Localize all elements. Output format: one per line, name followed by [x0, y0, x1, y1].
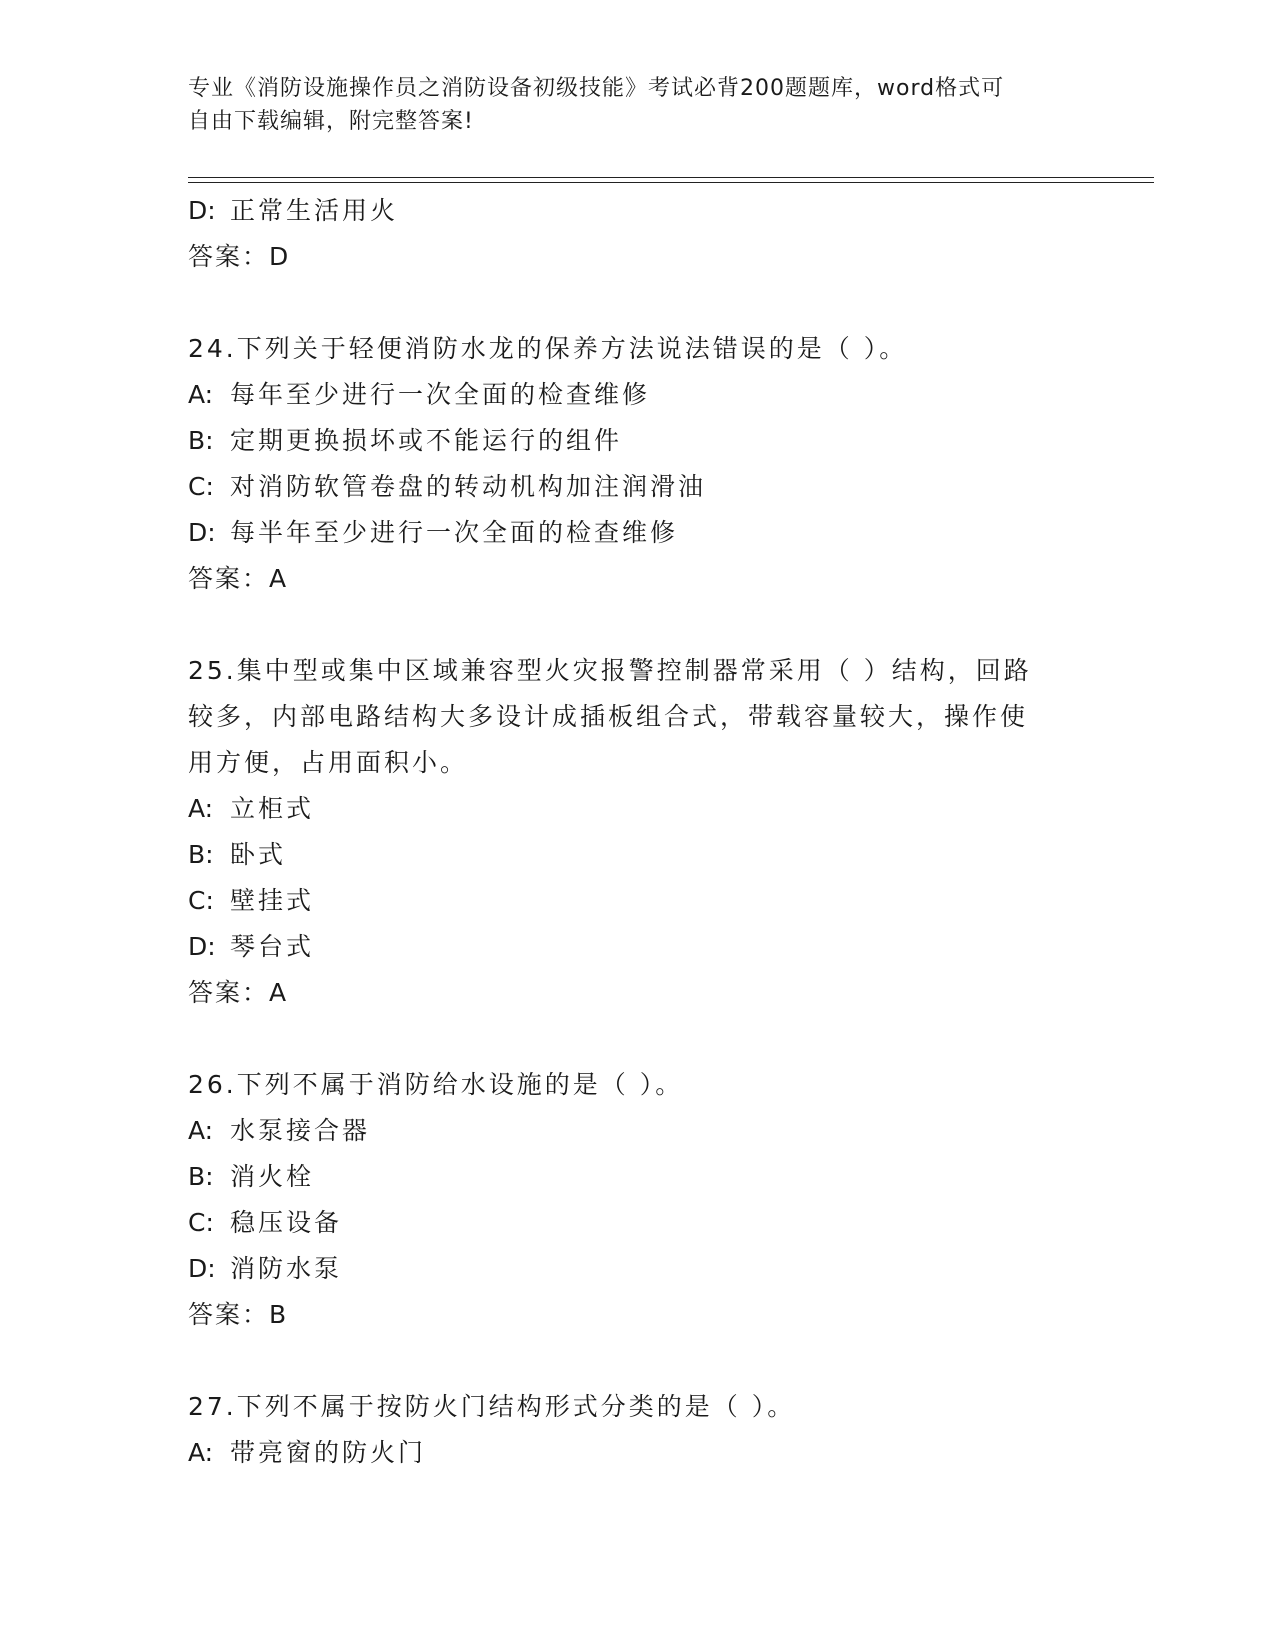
- option-letter: C:: [188, 886, 214, 915]
- answer-line: 答案：B: [188, 1300, 289, 1329]
- option-text: 水泵接合器: [230, 1116, 371, 1145]
- option-letter: B:: [188, 1162, 214, 1191]
- option-text: 立柜式: [230, 794, 315, 823]
- option-text: 对消防软管卷盘的转动机构加注润滑油: [230, 472, 707, 501]
- header-rule-bottom: [188, 182, 1154, 183]
- question-stem-line-3: 用方便，占用面积小。: [188, 748, 469, 777]
- option-letter: A:: [188, 380, 214, 409]
- header-line-2: 自由下载编辑，附完整答案!: [188, 109, 474, 134]
- header-rule-top: [188, 177, 1154, 178]
- question-stem-line-2: 较多，内部电路结构大多设计成插板组合式，带载容量较大，操作使: [188, 702, 1029, 731]
- spacer: [188, 280, 1088, 326]
- question-24: [188, 326, 1088, 602]
- option-c: [188, 1200, 1088, 1246]
- option-text: 琴台式: [230, 932, 315, 961]
- question-26: [188, 1062, 1088, 1338]
- option-letter: D:: [188, 1254, 216, 1283]
- option-letter: A:: [188, 794, 214, 823]
- document-header: [188, 72, 1068, 138]
- option-d: [188, 1246, 1088, 1292]
- question-27: [188, 1384, 1088, 1476]
- option-text: 每年至少进行一次全面的检查维修: [230, 380, 651, 409]
- option-text: 带亮窗的防火门: [230, 1438, 427, 1467]
- option-c: [188, 464, 1088, 510]
- question-stem-line-1: 25.集中型或集中区域兼容型火灾报警控制器常采用（ ）结构，回路: [188, 656, 1032, 685]
- spacer: [188, 602, 1088, 648]
- option-a: [188, 786, 1088, 832]
- answer-line: 答案：A: [188, 978, 289, 1007]
- option-text: 正常生活用火: [230, 196, 399, 225]
- option-text: 卧式: [230, 840, 287, 869]
- option-text: 稳压设备: [230, 1208, 343, 1237]
- option-letter: C:: [188, 1208, 214, 1237]
- option-text: 壁挂式: [230, 886, 315, 915]
- option-d: [188, 510, 1088, 556]
- option-text: 每半年至少进行一次全面的检查维修: [230, 518, 679, 547]
- option-b: [188, 1154, 1088, 1200]
- option-d: [188, 924, 1088, 970]
- question-stem: 24.下列关于轻便消防水龙的保养方法说法错误的是（ ）。: [188, 334, 908, 363]
- option-letter: A:: [188, 1438, 214, 1467]
- answer-line: 答案：A: [188, 564, 289, 593]
- spacer: [188, 1016, 1088, 1062]
- option-letter: A:: [188, 1116, 214, 1145]
- option-b: [188, 832, 1088, 878]
- prev-question-tail: [188, 188, 1088, 280]
- option-text: 消防水泵: [230, 1254, 343, 1283]
- option-a: [188, 372, 1088, 418]
- answer-line: 答案：D: [188, 242, 291, 271]
- option-letter: D:: [188, 518, 216, 547]
- option-letter: B:: [188, 426, 214, 455]
- question-stem: 26.下列不属于消防给水设施的是（ ）。: [188, 1070, 684, 1099]
- option-a: [188, 1108, 1088, 1154]
- spacer: [188, 1338, 1088, 1384]
- question-stem: 27.下列不属于按防火门结构形式分类的是（ ）。: [188, 1392, 796, 1421]
- header-line-1: 专业《消防设施操作员之消防设备初级技能》考试必背200题题库，word格式可: [188, 76, 1005, 101]
- option-b: [188, 418, 1088, 464]
- option-letter: C:: [188, 472, 214, 501]
- question-list: [188, 188, 1088, 1476]
- option-letter: B:: [188, 840, 214, 869]
- option-text: 定期更换损坏或不能运行的组件: [230, 426, 623, 455]
- option-letter: D:: [188, 932, 216, 961]
- option-c: [188, 878, 1088, 924]
- question-25: [188, 648, 1088, 1016]
- option-d: [188, 188, 1088, 234]
- option-a: [188, 1430, 1088, 1476]
- option-text: 消火栓: [230, 1162, 315, 1191]
- option-letter: D:: [188, 196, 216, 225]
